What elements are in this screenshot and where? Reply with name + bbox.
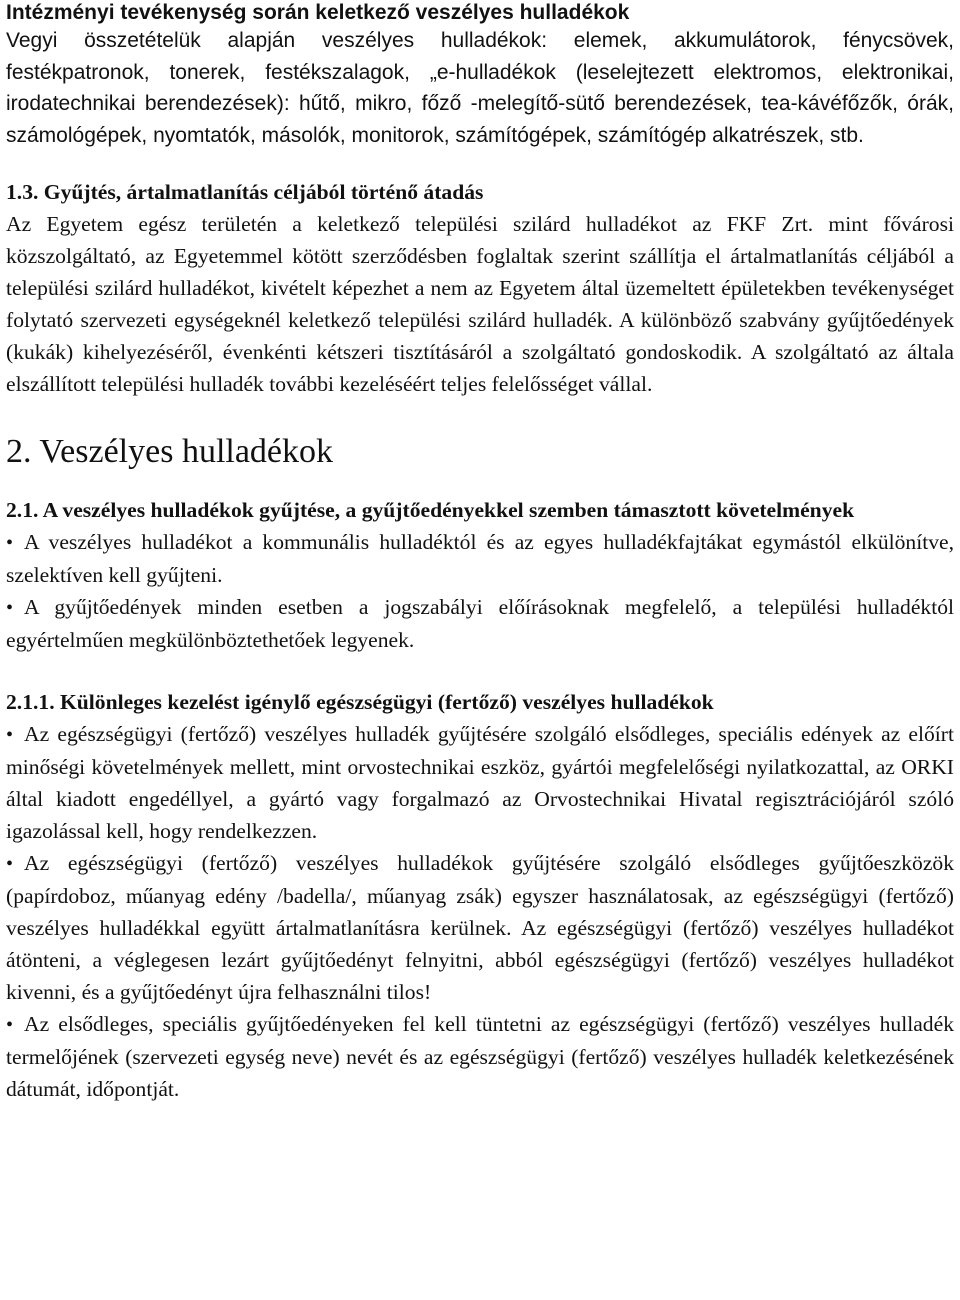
bullet-text: Az elsődleges, speciális gyűjtőedényeken fel kell tüntetni az egészségügyi (fertőző) veszélyes hulladék termelőjének (szervezeti egység neve) nevét és az egészségügyi (fertőző) veszélyes hulladék keletkezésének dátumát, időpontját. — [6, 1011, 954, 1101]
section-2-1 — [6, 494, 954, 656]
section-title: Intézményi tevékenység során keletkező veszélyes hulladékok — [6, 1, 630, 24]
section-title: 1.3. Gyűjtés, ártalmatlanítás céljából történő átadás — [6, 179, 484, 204]
section-2 — [6, 432, 954, 472]
section-1-3 — [6, 176, 954, 400]
bullet-item — [6, 1008, 954, 1105]
section-heading: 2. Veszélyes hulladékok — [6, 432, 334, 470]
bullet-text: Az egészségügyi (fertőző) veszélyes hulladék gyűjtésére szolgáló elsődleges, speciális edények az előírt minőségi követelmények mellett, mint orvostechnikai eszköz, gyártói megfelelőségi nyilatkozattal, az ORKI által kiadott engedéllyel, a gyártó vagy forgalmazó az Orvostechnikai Hivatal regisztrációjáról szóló igazolással kell, hogy rendelkezzen. — [6, 721, 954, 843]
bullet-item — [6, 526, 954, 591]
bullet-item — [6, 847, 954, 1008]
bullet-icon: • — [6, 852, 14, 875]
section-title: 2.1. A veszélyes hulladékok gyűjtése, a gyűjtőedényekkel szemben támasztott követelmények — [6, 497, 855, 522]
bullet-icon: • — [6, 596, 14, 619]
bullet-item — [6, 591, 954, 656]
bullet-item — [6, 718, 954, 847]
bullet-icon: • — [6, 531, 14, 554]
bullet-icon: • — [6, 723, 14, 746]
bullet-text: Az egészségügyi (fertőző) veszélyes hulladékok gyűjtésére szolgáló elsődleges gyűjtőeszközök (papírdoboz, műanyag edény /badella/, műanyag zsák) egyszer használatosak, az egészségügyi (fertőző) veszélyes hulladékkal együtt ártalmatlanításra kerülnek. Az egészségügyi (fertőző) veszélyes hulladékot átönteni, a véglegesen lezárt gyűjtőedényt felnyitni, abból egészségügyi (fertőző) veszélyes hulladékot kivenni, és a gyűjtőedényt újra felhasználni tilos! — [6, 850, 954, 1004]
section-body: Az Egyetem egész területén a keletkező települési szilárd hulladékot az FKF Zrt. mint fővárosi közszolgáltató, az Egyetemmel kötött szerződésben foglaltak szerint szállítja el ártalmatlanítás céljából a települési szilárd hulladékot, kivételt képezhet a nem az Egyetem által üzemeltett épületekben tevékenységet folytató szervezeti egységeknél keletkező települési szilárd hulladék. A különböző szabvány gyűjtőedények (kukák) kihelyezéséről, évenkénti kétszeri tisztításáról a szolgáltató gondoskodik. A szolgáltató az általa elszállított települési hulladék további kezeléséért teljes felelősséget vállal. — [6, 211, 954, 396]
bullet-text: A gyűjtőedények minden esetben a jogszabályi előírásoknak megfelelő, a települési hulladéktól egyértelműen megkülönböztethetőek legyenek. — [6, 594, 954, 652]
section-2-1-1 — [6, 686, 954, 1105]
bullet-text: A veszélyes hulladékot a kommunális hulladéktól és az egyes hulladékfajtákat egymástól elkülönítve, szelektíven kell gyűjteni. — [6, 529, 954, 587]
section-body: Vegyi összetételük alapján veszélyes hulladékok: elemek, akkumulátorok, fénycsövek, festékpatronok, tonerek, festékszalagok, „e-hulladékok (leselejtezett elektromos, elektronikai, irodatechnikai berendezések): hűtő, mikro, főző -melegítő-sütő berendezések, tea-kávéfőzők, órák, számológépek, nyomtatók, másolók, monitorok, számítógépek, számítógép alkatrészek, stb. — [6, 29, 954, 148]
section-hazardous-institutional — [6, 0, 954, 152]
section-title: 2.1.1. Különleges kezelést igénylő egészségügyi (fertőző) veszélyes hulladékok — [6, 689, 714, 714]
bullet-icon: • — [6, 1013, 14, 1036]
